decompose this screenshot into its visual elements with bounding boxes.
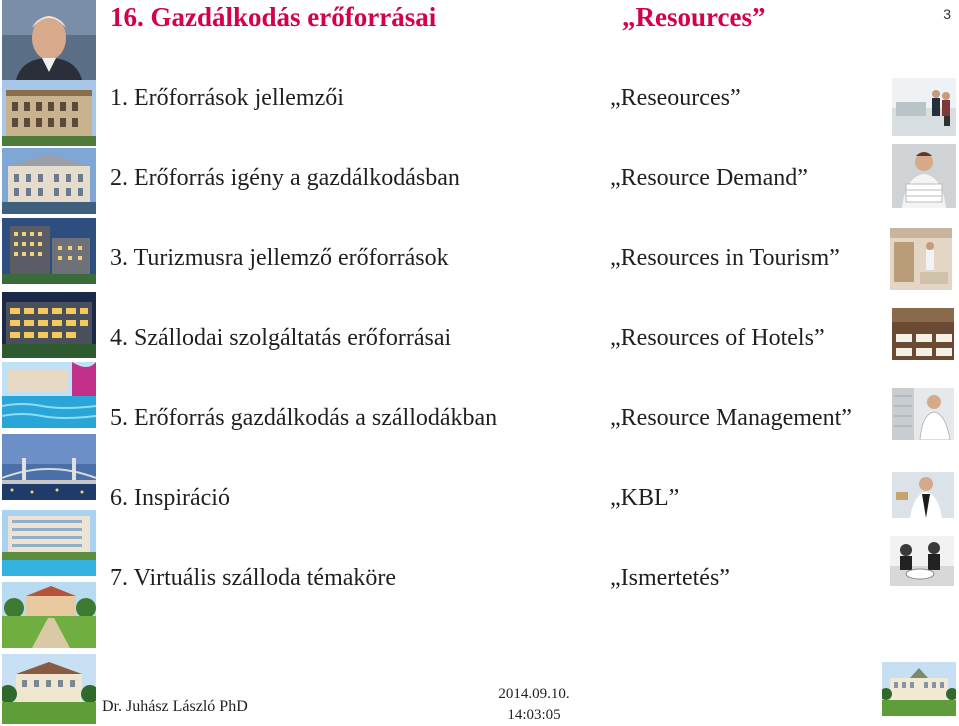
list-item-7: 7. Virtuális szálloda témaköre <box>110 565 397 591</box>
palace-image <box>882 662 956 716</box>
waiter-image <box>892 472 954 518</box>
dining-image <box>890 536 954 586</box>
list-item-6-english: „KBL” <box>610 485 680 511</box>
list-item-5-english: „Resource Management” <box>610 405 852 431</box>
resort-image <box>2 510 96 576</box>
author-portrait-image <box>2 0 96 80</box>
building-image-4 <box>2 292 96 358</box>
list-item-4: 4. Szállodai szolgáltatás erőforrásai <box>110 325 452 351</box>
list-item-7-english: „Ismertetés” <box>610 565 730 591</box>
staff-with-towels-image <box>892 144 956 208</box>
footer-time: 14:03:05 <box>507 707 561 723</box>
slide-title: 16. Gazdálkodás erőforrásai <box>110 2 437 32</box>
hotel-lobby-image <box>890 228 952 290</box>
castle-image <box>2 654 96 724</box>
list-item-1: 1. Erőforrások jellemzői <box>110 85 344 111</box>
building-image-2 <box>2 148 96 214</box>
pool-image <box>2 362 96 428</box>
list-item-2: 2. Erőforrás igény a gazdálkodásban <box>110 165 460 191</box>
list-item-1-english: „Reseources” <box>610 85 741 111</box>
footer-datetime <box>484 684 584 726</box>
hotel-reception-image <box>892 78 956 136</box>
list-item-6: 6. Inspiráció <box>110 485 230 511</box>
garden-image <box>2 582 96 648</box>
restaurant-image <box>892 308 954 360</box>
list-item-5: 5. Erőforrás gazdálkodás a szállodákban <box>110 405 498 431</box>
list-item-2-english: „Resource Demand” <box>610 165 808 191</box>
footer-date: 2014.09.10. <box>498 686 570 702</box>
list-item-3-english: „Resources in Tourism” <box>610 245 840 271</box>
building-image-1 <box>2 80 96 146</box>
building-image-3 <box>2 218 96 284</box>
housekeeping-image <box>892 388 954 440</box>
slide-title-english: „Resources” <box>622 2 766 32</box>
list-item-3: 3. Turizmusra jellemző erőforrások <box>110 245 449 271</box>
footer-author: Dr. Juhász László PhD <box>102 698 248 715</box>
bridge-image <box>2 434 96 500</box>
page-number: 3 <box>943 6 951 22</box>
list-item-4-english: „Resources of Hotels” <box>610 325 825 351</box>
